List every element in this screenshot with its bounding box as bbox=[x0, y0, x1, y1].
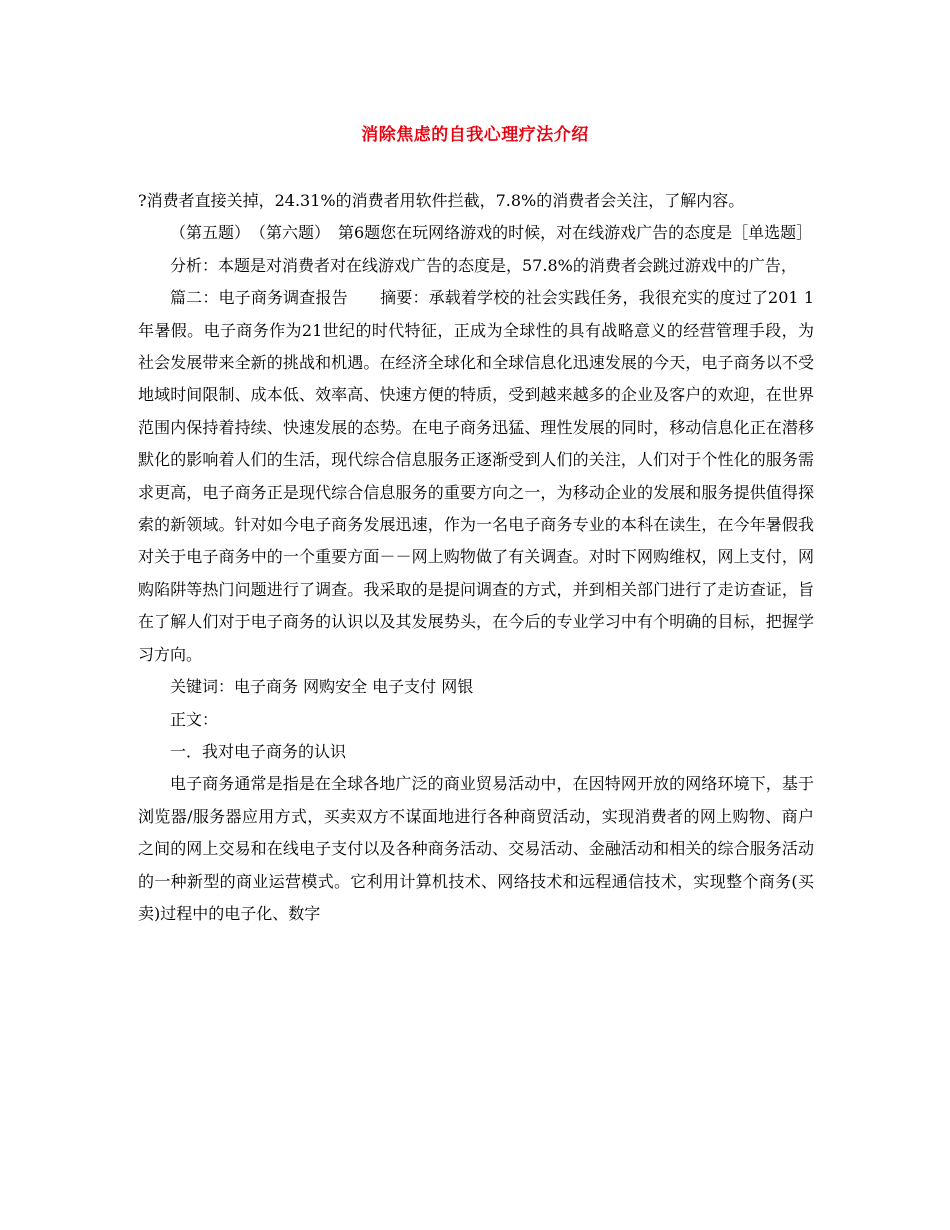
paragraph-3: 分析：本题是对消费者对在线游戏广告的态度是，57.8%的消费者会跳过游戏中的广告， bbox=[170, 255, 797, 275]
paragraph-4: 篇二：电子商务调查报告 摘要：承载着学校的社会实践任务，我很充实的度过了201 1年暑假。电子商务作为21世纪的时代特征，正成为全球性的具有战略意义的经营管理手段，为社会发展带来全新的挑战和机遇。在经济全球化和全球信息化迅速发展的今天，电子商务以不受地域时间限制、成本低、效率高、快速方便的特质，受到越来越多的企业及客户的欢迎，在世界范围内保持着持续、快速发展的态势。在电子商务迅猛、理性发展的同时，移动信息化正在潜移默化的影响着人们的生活，现代综合信息服务正逐渐受到人们的关注，人们对于个性化的服务需求更高，电子商务正是现代综合信息服务的重要方向之一，为移动企业的发展和服务提供值得探索的新领域。针对如今电子商务发展迅速，作为一名电子商务专业的本科在读生，在今年暑假我对关于电子商务中的一个重要方面－－网上购物做了有关调查。对时下网购维权，网上支付，网购陷阱等热门问题进行了调查。我采取的是提问调查的方式，并到相关部门进行了走访查证，旨在了解人们对于电子商务的认识以及其发展势头，在今后的专业学习中有个明确的目标，把握学习方向。 bbox=[138, 288, 814, 664]
document-body bbox=[138, 185, 814, 930]
paragraph-1: ?消费者直接关掉，24.31%的消费者用软件拦截，7.8%的消费者会关注，了解内容。 bbox=[138, 191, 745, 210]
document-title: 消除焦虑的自我心理疗法介绍 bbox=[361, 125, 589, 145]
paragraph-2: （第五题） （第六题） 第6题您在玩网络游戏的时候，对在线游戏广告的态度是［单选题］ bbox=[170, 223, 813, 243]
section-heading-1: 一．我对电子商务的认识 bbox=[170, 741, 347, 761]
paragraph-main-text-label: 正文： bbox=[170, 709, 219, 729]
paragraph-8: 电子商务通常是指是在全球各地广泛的商业贸易活动中，在因特网开放的网络环境下，基于浏览器/服务器应用方式，买卖双方不谋面地进行各种商贸活动，实现消费者的网上购物、商户之间的网上交易和在线电子支付以及各种商务活动、交易活动、金融活动和相关的综合服务活动的一种新型的商业运营模式。它利用计算机技术、网络技术和远程通信技术，实现整个商务(买卖)过程中的电子化、数字 bbox=[138, 774, 814, 923]
paragraph-keywords: 关键词：电子商务 网购安全 电子支付 网银 bbox=[170, 677, 474, 697]
